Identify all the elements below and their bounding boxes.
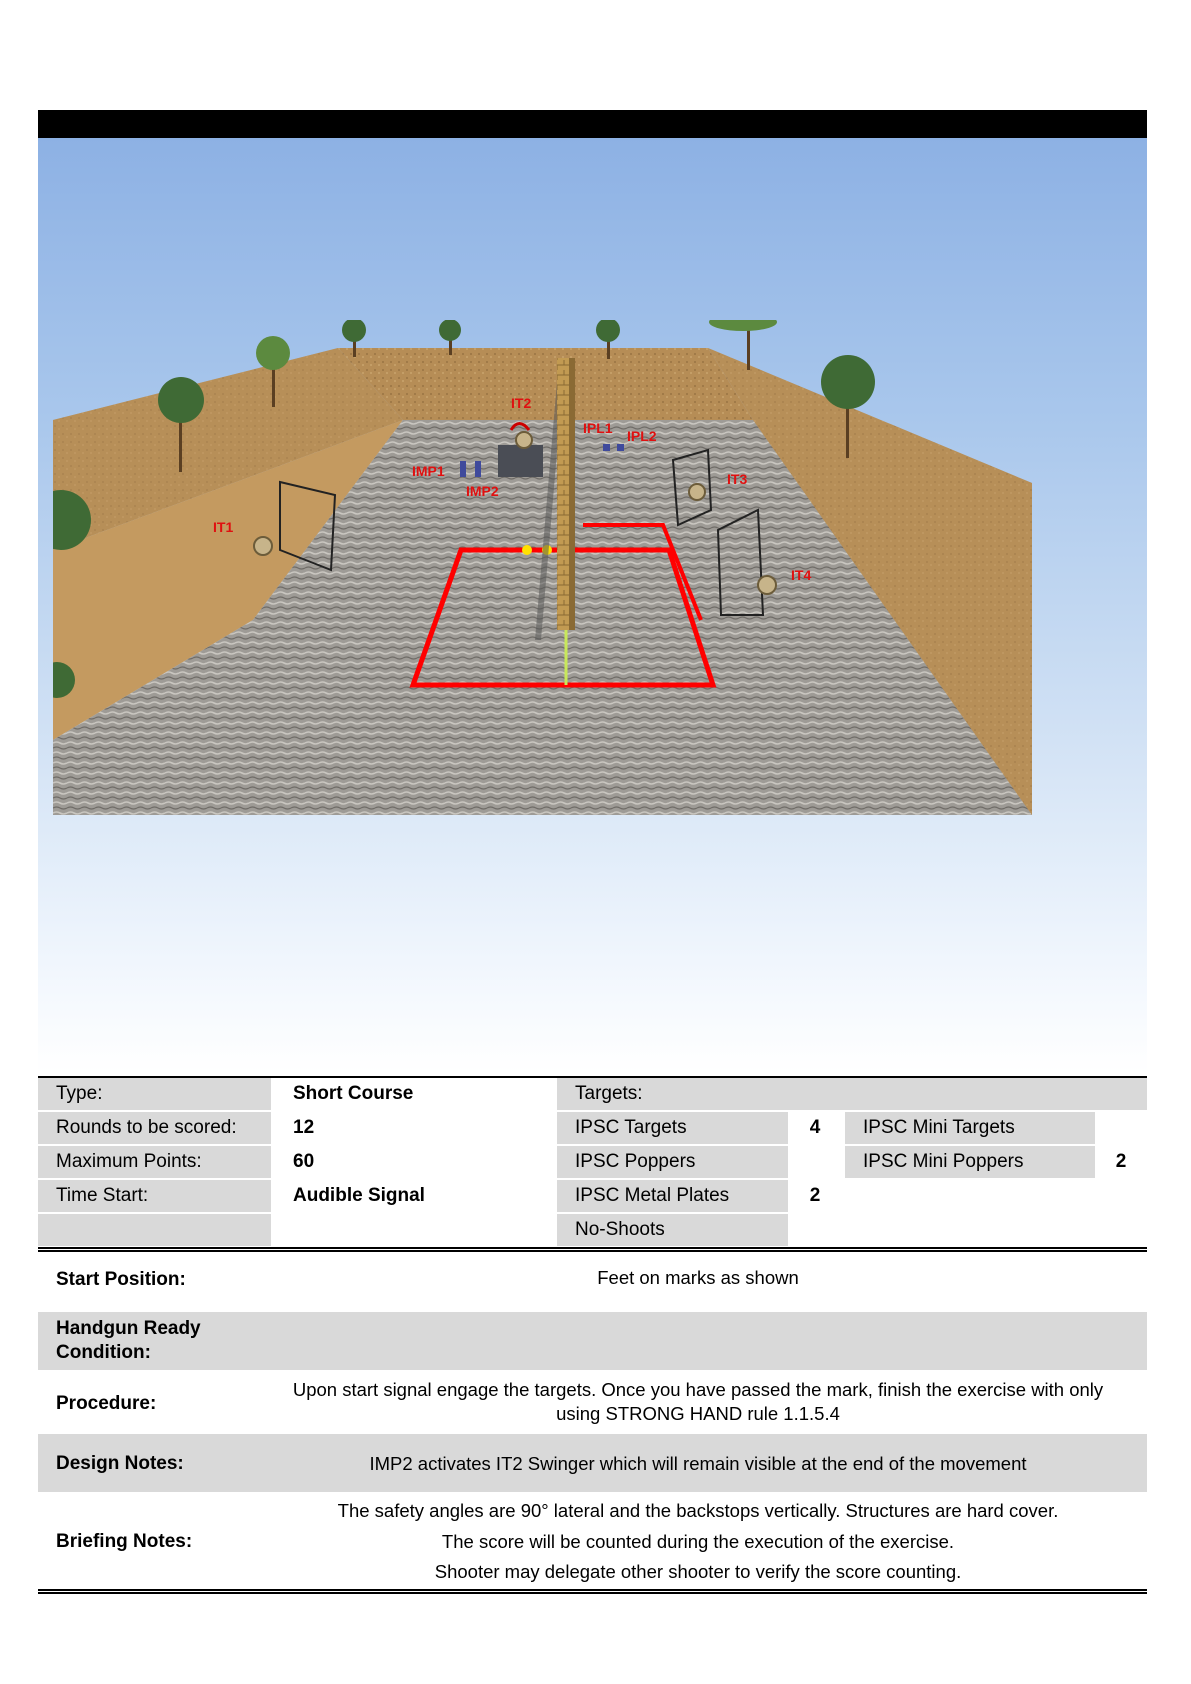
max-points-label: Maximum Points: <box>38 1146 271 1178</box>
briefing-notes-line-3: Shooter may delegate other shooter to verify the score counting. <box>434 1561 962 1582</box>
start-position-label: Start Position: <box>56 1269 186 1290</box>
procedure-text-line-1: Upon start signal engage the targets. Once you have passed the mark, finish the exercise with only <box>292 1379 1104 1400</box>
ready-condition-row <box>38 1312 1147 1370</box>
stage-layout-render <box>53 320 1117 886</box>
design-notes-value: IMP2 activates IT2 Swinger which will remain visible at the end of the movement <box>369 1453 1027 1474</box>
stage-title-bar <box>38 110 1147 138</box>
label-it1: IT1 <box>213 519 234 535</box>
design-notes-label: Design Notes: <box>56 1453 184 1474</box>
ipsc-poppers-label: IPSC Poppers <box>557 1146 788 1178</box>
briefing-notes-line-2: The score will be counted during the execution of the exercise. <box>441 1531 955 1552</box>
label-ipl2: IPL2 <box>627 428 657 444</box>
rounds-label: Rounds to be scored: <box>38 1112 271 1144</box>
divider <box>38 1589 1147 1594</box>
ipsc-mini-poppers-count: 2 <box>1115 1151 1127 1172</box>
barricade-box <box>498 445 543 477</box>
targets-header: Targets: <box>557 1078 1147 1110</box>
label-imp1: IMP1 <box>412 463 445 479</box>
type-value: Short Course <box>293 1083 414 1104</box>
time-start-label: Time Start: <box>38 1180 271 1212</box>
procedure-label: Procedure: <box>56 1393 157 1414</box>
label-it3: IT3 <box>727 471 748 487</box>
label-ipl1: IPL1 <box>583 420 613 436</box>
label-it4: IT4 <box>791 567 812 583</box>
design-notes-row <box>38 1434 1147 1492</box>
time-start-value: Audible Signal <box>293 1185 425 1206</box>
ready-condition-label-1: Handgun Ready <box>56 1318 201 1339</box>
ipsc-targets-count: 4 <box>809 1117 821 1138</box>
max-points-value: 60 <box>293 1151 315 1172</box>
ipsc-mini-poppers-label: IPSC Mini Poppers <box>845 1146 1095 1178</box>
foot-mark-left <box>522 545 532 555</box>
ready-condition-label-2: Condition: <box>56 1342 151 1363</box>
ipsc-mini-targets-label: IPSC Mini Targets <box>845 1112 1095 1144</box>
briefing-notes-line-1: The safety angles are 90° lateral and the backstops vertically. Structures are hard cover. <box>337 1500 1059 1521</box>
ipsc-metal-plates-count: 2 <box>809 1185 821 1206</box>
no-shoots-label: No-Shoots <box>557 1214 788 1246</box>
empty-label-cell <box>38 1214 271 1246</box>
procedure-text-line-2: using STRONG HAND rule 1.1.5.4 <box>556 1403 840 1424</box>
rounds-value: 12 <box>293 1117 315 1138</box>
briefing-notes-label: Briefing Notes: <box>56 1531 193 1552</box>
label-imp2: IMP2 <box>466 483 499 499</box>
ipsc-targets-label: IPSC Targets <box>557 1112 788 1144</box>
start-position-row <box>38 1252 1147 1308</box>
start-position-value: Feet on marks as shown <box>597 1267 799 1288</box>
label-it2: IT2 <box>511 395 532 411</box>
procedure-row <box>38 1373 1147 1431</box>
briefing-notes-row <box>38 1496 1147 1588</box>
ipsc-metal-plates-label: IPSC Metal Plates <box>557 1180 788 1212</box>
type-label: Type: <box>38 1078 271 1110</box>
